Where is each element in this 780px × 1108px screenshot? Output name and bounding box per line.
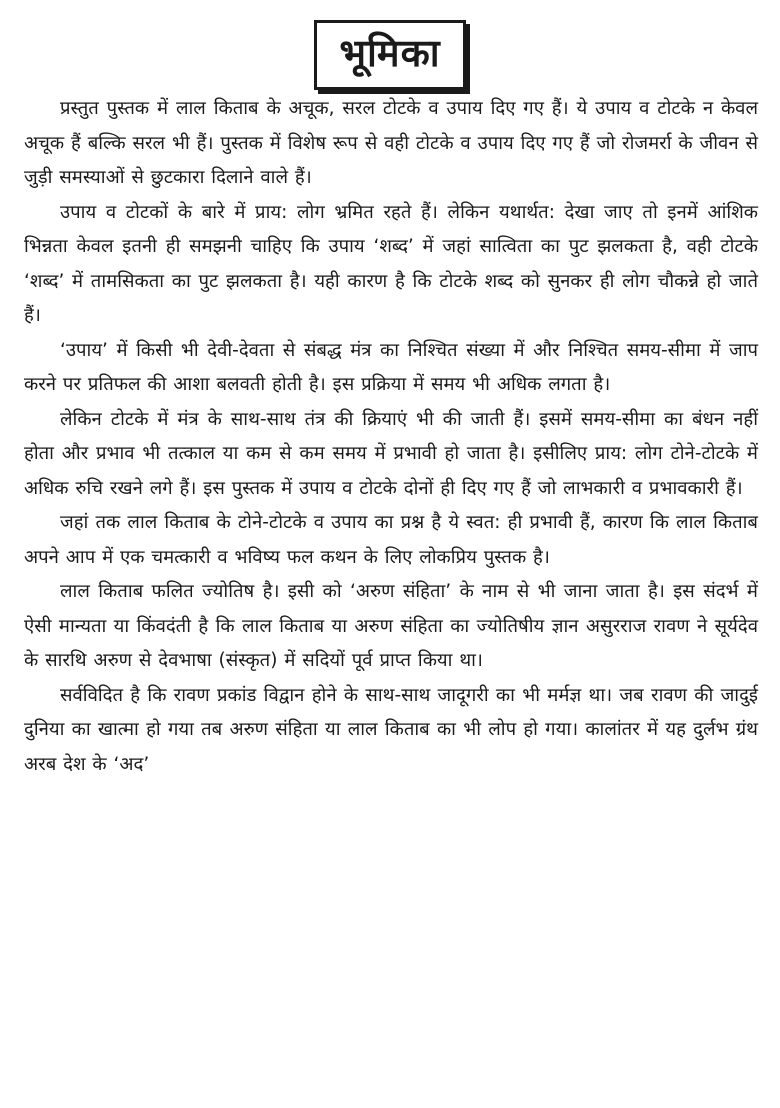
paragraph-1: प्रस्तुत पुस्तक में लाल किताब के अचूक, सरल टोटके व उपाय दिए गए हैं। ये उपाय व टोटके न केवल अचूक हैं बल्कि सरल भी हैं। पुस्तक में विशेष रूप से वही टोटके व उपाय दिए गए हैं जो रोजमर्रा के जीवन से जुड़ी समस्याओं से छुटकारा दिलाने वाले हैं। <box>24 98 758 188</box>
paragraph-2: उपाय व टोटकों के बारे में प्राय: लोग भ्रमित रहते हैं। लेकिन यथार्थत: देखा जाए तो इनमें आंशिक भिन्नता केवल इतनी ही समझनी चाहिए कि उपाय ‘शब्द’ में जहां सात्विता का पुट झलकता है, वही टोटके ‘शब्द’ में तामसिकता का पुट झलकता है। यही कारण है कि टोटके शब्द को सुनकर ही लोग चौकन्ने हो जाते हैं। <box>24 201 758 326</box>
paragraph-5: जहां तक लाल किताब के टोने-टोटके व उपाय का प्रश्न है ये स्वत: ही प्रभावी हैं, कारण कि लाल किताब अपने आप में एक चमत्कारी व भविष्य फल कथन के लिए लोकप्रिय पुस्तक है। <box>24 512 758 568</box>
page-title: भूमिका <box>314 20 465 90</box>
paragraph-6: लाल किताब फलित ज्योतिष है। इसी को ‘अरुण संहिता’ के नाम से भी जाना जाता है। इस संदर्भ में ऐसी मान्यता या किंवदंती है कि लाल किताब या अरुण संहिता का ज्योतिषीय ज्ञान असुरराज रावण ने सूर्यदेव के सारथि अरुण से देवभाषा (संस्कृत) में सदियों पूर्व प्राप्त किया था। <box>24 581 758 671</box>
paragraph-4: लेकिन टोटके में मंत्र के साथ-साथ तंत्र की क्रियाएं भी की जाती हैं। इसमें समय-सीमा का बंधन नहीं होता और प्रभाव भी तत्काल या कम से कम समय में प्रभावी हो जाता है। इसीलिए प्राय: लोग टोने-टोटके में अधिक रुचि रखने लगे हैं। इस पुस्तक में उपाय व टोटके दोनों ही दिए गए हैं जो लाभकारी व प्रभावकारी हैं। <box>24 408 758 499</box>
paragraph-7: सर्वविदित है कि रावण प्रकांड विद्वान होने के साथ-साथ जादूगरी का भी मर्मज्ञ था। जब रावण की जादुई दुनिया का खात्मा हो गया तब अरुण संहिता या लाल किताब का भी लोप हो गया। कालांतर में यह दुर्लभ ग्रंथ अरब देश के ‘अद’ <box>24 684 758 775</box>
body-text <box>24 92 758 782</box>
paragraph-3: ‘उपाय’ में किसी भी देवी-देवता से संबद्ध मंत्र का निश्चित संख्या में और निश्चित समय-सीमा में जाप करने पर प्रतिफल की आशा बलवती होती है। इस प्रक्रिया में समय भी अधिक लगता है। <box>24 339 758 395</box>
title-container <box>0 20 780 90</box>
